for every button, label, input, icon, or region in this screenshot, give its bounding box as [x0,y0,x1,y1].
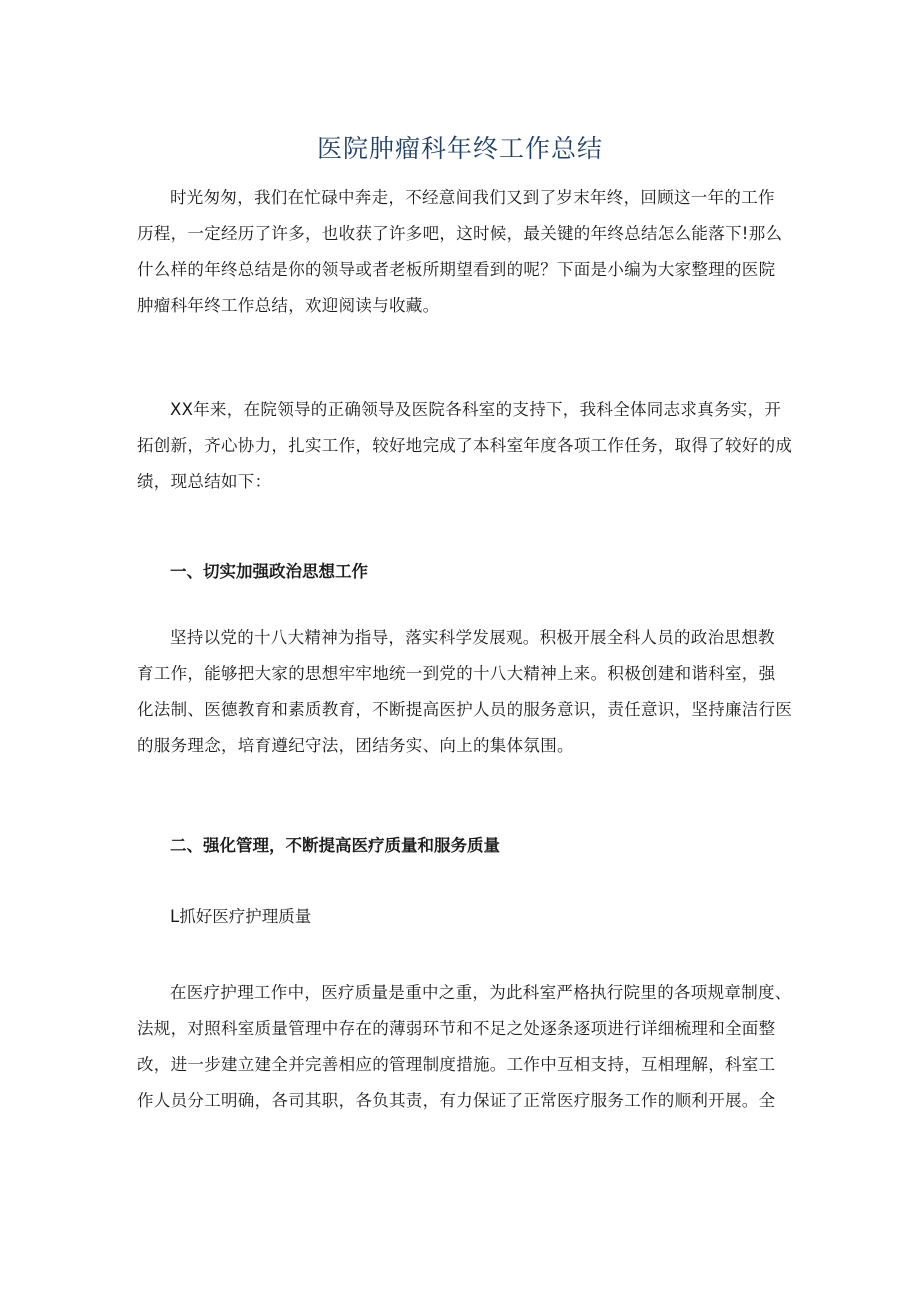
section-heading-2: 二、强化管理，不断提高医疗质量和服务质量 [170,836,500,855]
text-line: XX年来，在院领导的正确领导及医院各科室的支持下，我科全体同志求真务实，开 [170,400,782,419]
text-line: 法规，对照科室质量管理中存在的薄弱环节和不足之处逐条逐项进行详细梳理和全面整 [137,1019,776,1038]
text-line: 什么样的年终总结是你的领导或者老板所期望看到的呢？下面是小编为大家整理的医院 [137,260,776,279]
text-line: 历程，一定经历了许多，也收获了许多吧，这时候，最关键的年终总结怎么能落下!那么 [137,224,783,243]
section-heading-1: 一、切实加强政治思想工作 [170,562,368,581]
subsection-heading: L抓好医疗护理质量 [170,907,312,926]
intro-paragraph [137,180,797,324]
text-line: 作人员分工明确，各司其职，各负其责，有力保证了正常医疗服务工作的顺利开展。全 [137,1091,776,1110]
summary-paragraph [137,392,797,500]
section1-paragraph [137,620,797,764]
text-line: 育工作，能够把大家的思想牢牢地统一到党的十八大精神上来。积极创建和谐科室，强 [137,664,776,683]
section2-paragraph [137,975,797,1119]
text-line: 时光匆匆，我们在忙碌中奔走，不经意间我们又到了岁末年终，回顾这一年的工作 [170,188,775,207]
text-line: 拓创新，齐心协力，扎实工作，较好地完成了本科室年度各项工作任务，取得了较好的成 [137,436,793,455]
text-line: 在医疗护理工作中，医疗质量是重中之重，为此科室严格执行院里的各项规章制度、 [170,983,792,1002]
text-line: 肿瘤科年终工作总结，欢迎阅读与收藏。 [137,296,440,315]
text-line: 绩，现总结如下： [137,472,272,491]
text-line: 的服务理念，培育遵纪守法，团结务实、向上的集体氛围。 [137,736,574,755]
text-line: 化法制、医德教育和素质教育，不断提高医护人员的服务意识，责任意识，坚持廉洁行医 [137,700,793,719]
text-line: 改，进一步建立建全并完善相应的管理制度措施。工作中互相支持，互相理解，科室工 [137,1055,776,1074]
document-title: 医院肿瘤科年终工作总结 [316,134,603,163]
text-line: 坚持以党的十八大精神为指导，落实科学发展观。积极开展全科人员的政治思想教 [170,628,775,647]
